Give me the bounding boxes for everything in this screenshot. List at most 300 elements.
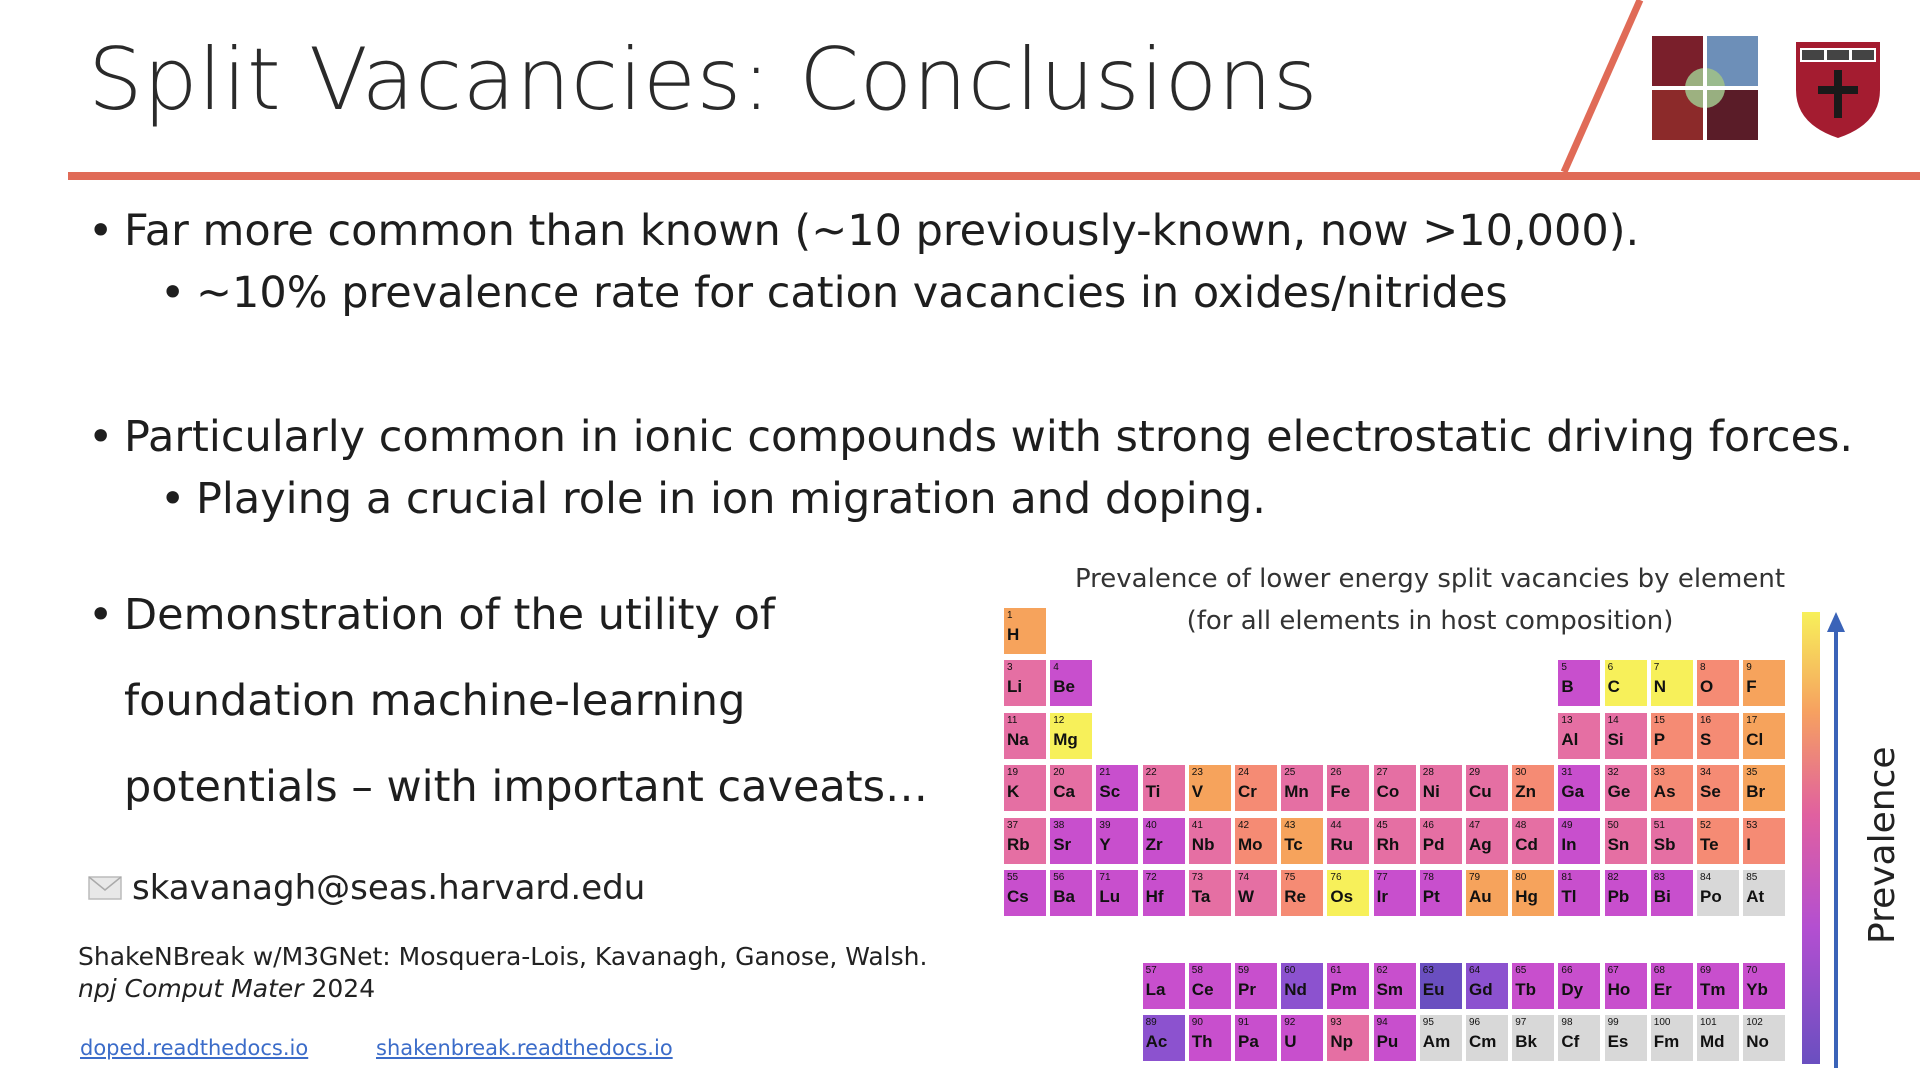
element-symbol: Cs [1007, 887, 1029, 906]
element-symbol: Zr [1145, 834, 1163, 854]
bullet-2-text: Particularly common in ionic compounds with strong electrostatic driving forces. [124, 412, 1854, 462]
element-number: 83 [1653, 872, 1665, 883]
element-number: 64 [1469, 964, 1481, 976]
element-number: 17 [1746, 714, 1758, 726]
element-number: 98 [1561, 1017, 1573, 1029]
element-cell-fe [1327, 765, 1369, 811]
element-cell-cd [1512, 818, 1554, 864]
element-number: 39 [1099, 819, 1111, 831]
element-symbol: Cm [1469, 1032, 1497, 1052]
element-cell-o [1697, 660, 1739, 706]
element-cell-tm [1697, 963, 1739, 1009]
bullet-3-line-2-row [124, 676, 745, 726]
element-symbol: Cd [1515, 834, 1538, 854]
element-number: 26 [1330, 767, 1342, 779]
element-number: 66 [1561, 964, 1573, 976]
element-number: 41 [1191, 819, 1203, 831]
chart-title-line-2: (for all elements in host composition) [1186, 606, 1674, 636]
seas-logo-icon [1652, 36, 1758, 140]
colorbar-label: Prevalence [1862, 746, 1903, 944]
element-number: 11 [1007, 714, 1018, 726]
element-cell-in [1558, 818, 1600, 864]
element-symbol: Yb [1746, 979, 1768, 999]
element-cell-b [1558, 660, 1600, 706]
element-number: 77 [1376, 872, 1388, 883]
element-number: 81 [1561, 872, 1573, 883]
element-cell-u [1281, 1015, 1323, 1061]
element-symbol: Gd [1469, 979, 1493, 999]
element-symbol: U [1284, 1032, 1297, 1052]
element-number: 71 [1099, 872, 1111, 883]
bullet-1-sub: • ~10% prevalence rate for cation vacancies in oxides/nitrides [160, 268, 1508, 318]
element-symbol: Al [1561, 729, 1579, 749]
element-symbol: Sn [1607, 834, 1630, 854]
element-number: 15 [1653, 714, 1665, 726]
element-symbol: Ir [1376, 887, 1388, 906]
element-number: 101 [1700, 1017, 1717, 1029]
element-number: 90 [1191, 1017, 1203, 1029]
element-number: 93 [1330, 1017, 1342, 1029]
element-symbol: O [1700, 677, 1714, 697]
element-cell-br [1743, 765, 1785, 811]
bullet-1-text: Far more common than known (~10 previously-known, now >10,000). [124, 206, 1640, 256]
element-symbol: Rh [1376, 834, 1400, 854]
element-number: 40 [1145, 819, 1157, 831]
element-cell-tb [1512, 963, 1554, 1009]
element-number: 91 [1238, 1017, 1250, 1029]
element-symbol: Ca [1053, 782, 1075, 802]
element-cell-h [1004, 608, 1046, 654]
element-cell-es [1605, 1015, 1647, 1061]
element-symbol: P [1653, 729, 1666, 749]
element-number: 52 [1700, 819, 1712, 831]
element-number: 92 [1284, 1017, 1296, 1029]
bullet-2: • Particularly common in ionic compounds with strong electrostatic driving forces. [88, 412, 1854, 462]
reference-year: 2024 [311, 974, 376, 1003]
element-cell-ga [1558, 765, 1600, 811]
element-cell-p [1651, 713, 1693, 759]
element-symbol: K [1007, 782, 1020, 802]
element-number: 69 [1700, 964, 1712, 976]
element-symbol: W [1238, 887, 1255, 906]
element-symbol: Cf [1561, 1032, 1580, 1052]
element-number: 100 [1653, 1017, 1671, 1029]
element-symbol: Nd [1284, 979, 1307, 999]
harvard-shield-icon [1794, 40, 1882, 140]
element-cell-dy [1558, 963, 1600, 1009]
element-number: 95 [1422, 1017, 1434, 1029]
element-symbol: Eu [1422, 979, 1445, 999]
element-symbol: Sb [1653, 834, 1676, 854]
element-cell-co [1374, 765, 1416, 811]
element-symbol: Cl [1746, 729, 1764, 749]
reference-journal: npj Comput Mater [78, 974, 304, 1003]
element-number: 16 [1700, 714, 1712, 726]
bullet-2-sub: • Playing a crucial role in ion migration and doping. [160, 474, 1266, 524]
element-number: 14 [1607, 714, 1619, 726]
element-number: 24 [1238, 767, 1250, 779]
colorbar [1802, 612, 1820, 1064]
bullet-3-line-1: Demonstration of the utility of [124, 590, 776, 640]
element-number: 47 [1469, 819, 1481, 831]
element-number: 12 [1053, 714, 1065, 726]
element-number: 44 [1330, 819, 1342, 831]
element-symbol: In [1561, 834, 1577, 854]
element-symbol: Os [1330, 887, 1354, 906]
element-cell-sm [1374, 963, 1416, 1009]
element-symbol: C [1607, 677, 1620, 697]
element-symbol: B [1561, 677, 1574, 697]
element-cell-na [1004, 713, 1046, 759]
bullet-2-sub-text: Playing a crucial role in ion migration and doping. [196, 474, 1266, 524]
element-cell-cl [1743, 713, 1785, 759]
element-number: 30 [1515, 767, 1527, 779]
element-symbol: Ge [1607, 782, 1631, 802]
element-cell-ta [1189, 870, 1231, 916]
element-cell-fm [1651, 1015, 1693, 1061]
periodic-table-heatmap [1004, 608, 1804, 1072]
element-symbol: Bi [1653, 887, 1671, 906]
element-symbol: H [1007, 625, 1020, 644]
slide-title: Split Vacancies: Conclusions [88, 30, 1319, 130]
element-number: 82 [1607, 872, 1619, 883]
element-number: 25 [1284, 767, 1296, 779]
element-number: 65 [1515, 964, 1527, 976]
element-symbol: Tb [1515, 979, 1536, 999]
element-cell-md [1697, 1015, 1739, 1061]
element-cell-re [1281, 870, 1323, 916]
element-number: 22 [1145, 767, 1157, 779]
element-symbol: Am [1422, 1032, 1451, 1052]
element-number: 63 [1422, 964, 1434, 976]
element-number: 34 [1700, 767, 1712, 779]
element-cell-nb [1189, 818, 1231, 864]
element-symbol: Mn [1284, 782, 1309, 802]
element-cell-ho [1605, 963, 1647, 1009]
element-symbol: Se [1700, 782, 1721, 802]
bullet-3-line-2: foundation machine-learning [124, 676, 746, 726]
element-symbol: Ni [1422, 782, 1440, 802]
element-cell-am [1420, 1015, 1462, 1061]
element-number: 27 [1376, 767, 1388, 779]
element-number: 4 [1053, 662, 1059, 674]
element-cell-sb [1651, 818, 1693, 864]
element-cell-sn [1605, 818, 1647, 864]
element-number: 60 [1284, 964, 1296, 976]
element-symbol: Li [1007, 677, 1023, 697]
element-cell-ni [1420, 765, 1462, 811]
element-cell-w [1235, 870, 1277, 916]
element-number: 53 [1746, 819, 1758, 831]
element-symbol: Cr [1238, 782, 1257, 802]
element-cell-v [1189, 765, 1231, 811]
element-number: 62 [1376, 964, 1388, 976]
element-number: 7 [1653, 662, 1660, 674]
element-cell-mg [1050, 713, 1092, 759]
shakenbreak-docs-link[interactable]: shakenbreak.readthedocs.io [376, 1036, 673, 1060]
element-cell-tc [1281, 818, 1323, 864]
element-symbol: As [1653, 782, 1676, 802]
element-number: 78 [1422, 872, 1434, 883]
element-symbol: Ac [1145, 1032, 1168, 1052]
element-symbol: Mg [1053, 729, 1078, 749]
element-number: 102 [1746, 1017, 1763, 1029]
element-cell-lu [1096, 870, 1138, 916]
element-number: 74 [1238, 872, 1250, 883]
element-symbol: Fe [1330, 782, 1351, 802]
element-number: 5 [1561, 662, 1567, 674]
element-symbol: Co [1376, 782, 1400, 802]
element-cell-rh [1374, 818, 1416, 864]
element-symbol: No [1746, 1032, 1769, 1052]
element-cell-ir [1374, 870, 1416, 916]
element-number: 55 [1007, 872, 1019, 883]
element-number: 35 [1746, 767, 1758, 779]
reference-authors: ShakeNBreak w/M3GNet: Mosquera-Lois, Kavanagh, Ganose, Walsh. [78, 942, 928, 971]
element-symbol: Es [1607, 1032, 1629, 1052]
element-number: 50 [1607, 819, 1619, 831]
element-symbol: Te [1700, 834, 1719, 854]
element-number: 79 [1469, 872, 1481, 883]
element-cell-at [1743, 870, 1785, 916]
element-cell-pm [1327, 963, 1369, 1009]
element-cell-ca [1050, 765, 1092, 811]
element-number: 94 [1376, 1017, 1388, 1029]
element-cell-pd [1420, 818, 1462, 864]
element-symbol: Pa [1238, 1032, 1259, 1052]
element-number: 80 [1515, 872, 1527, 883]
element-symbol: Rb [1007, 834, 1030, 854]
element-cell-cr [1235, 765, 1277, 811]
bullet-3: • Demonstration of the utility of [88, 590, 776, 640]
element-symbol: Fm [1653, 1032, 1680, 1052]
element-cell-bi [1651, 870, 1693, 916]
element-symbol: Mo [1238, 834, 1263, 854]
element-symbol: Ti [1145, 782, 1161, 802]
element-cell-mn [1281, 765, 1323, 811]
element-cell-li [1004, 660, 1046, 706]
element-cell-yb [1743, 963, 1785, 1009]
element-symbol: Zn [1515, 782, 1536, 802]
element-symbol: F [1746, 677, 1757, 697]
bullet-1: • Far more common than known (~10 previously-known, now >10,000). [88, 206, 1640, 256]
element-cell-be [1050, 660, 1092, 706]
element-symbol: Nb [1191, 834, 1215, 854]
element-number: 21 [1099, 767, 1111, 779]
element-number: 84 [1700, 872, 1712, 883]
element-symbol: V [1191, 782, 1204, 802]
element-cell-ac [1143, 1015, 1185, 1061]
element-cell-nd [1281, 963, 1323, 1009]
element-cell-no [1743, 1015, 1785, 1061]
element-cell-si [1605, 713, 1647, 759]
doped-docs-link[interactable]: doped.readthedocs.io [80, 1036, 309, 1060]
element-symbol: Bk [1515, 1032, 1537, 1052]
element-cell-ge [1605, 765, 1647, 811]
element-cell-hg [1512, 870, 1554, 916]
element-number: 38 [1053, 819, 1065, 831]
element-number: 45 [1376, 819, 1388, 831]
element-cell-pr [1235, 963, 1277, 1009]
element-cell-i [1743, 818, 1785, 864]
element-cell-gd [1466, 963, 1508, 1009]
bullet-1-sub-text: ~10% prevalence rate for cation vacancies in oxides/nitrides [196, 268, 1508, 318]
element-number: 20 [1053, 767, 1065, 779]
element-number: 19 [1007, 767, 1019, 779]
element-number: 33 [1653, 767, 1665, 779]
element-symbol: Ag [1469, 834, 1492, 854]
element-symbol: Re [1284, 887, 1306, 906]
element-symbol: Sm [1376, 979, 1404, 999]
element-symbol: Th [1191, 1032, 1213, 1052]
element-symbol: Dy [1561, 979, 1584, 999]
element-number: 76 [1330, 872, 1342, 883]
element-cell-as [1651, 765, 1693, 811]
contact-email[interactable]: skavanagh@seas.harvard.edu [132, 868, 646, 908]
element-symbol: Y [1099, 834, 1111, 854]
element-cell-pt [1420, 870, 1462, 916]
element-number: 6 [1607, 662, 1614, 674]
element-cell-mo [1235, 818, 1277, 864]
element-number: 9 [1746, 662, 1752, 674]
element-symbol: Br [1746, 782, 1766, 802]
element-symbol: I [1746, 834, 1751, 854]
element-number: 89 [1145, 1017, 1157, 1029]
element-number: 46 [1422, 819, 1434, 831]
element-number: 1 [1007, 610, 1013, 621]
element-cell-y [1096, 818, 1138, 864]
envelope-icon [88, 876, 122, 900]
element-cell-cs [1004, 870, 1046, 916]
element-symbol: Hg [1515, 887, 1538, 906]
reference-journal-line [78, 974, 375, 1003]
element-number: 58 [1191, 964, 1203, 976]
element-number: 8 [1700, 662, 1706, 674]
element-symbol: Au [1469, 887, 1492, 906]
element-cell-sr [1050, 818, 1092, 864]
element-cell-cf [1558, 1015, 1600, 1061]
element-cell-ru [1327, 818, 1369, 864]
element-symbol: Md [1700, 1032, 1725, 1052]
element-number: 61 [1330, 964, 1342, 976]
element-number: 96 [1469, 1017, 1481, 1029]
element-symbol: Pm [1330, 979, 1357, 999]
element-symbol: Cu [1469, 782, 1492, 802]
element-number: 28 [1422, 767, 1434, 779]
element-number: 68 [1653, 964, 1665, 976]
element-cell-ce [1189, 963, 1231, 1009]
element-number: 3 [1007, 662, 1013, 674]
bullet-3-line-3-row [124, 762, 928, 812]
element-cell-se [1697, 765, 1739, 811]
element-symbol: Ba [1053, 887, 1075, 906]
element-cell-ag [1466, 818, 1508, 864]
element-number: 51 [1653, 819, 1665, 831]
element-symbol: Hf [1145, 887, 1164, 906]
element-cell-zr [1143, 818, 1185, 864]
element-cell-k [1004, 765, 1046, 811]
element-cell-er [1651, 963, 1693, 1009]
element-number: 37 [1007, 819, 1019, 831]
element-symbol: Pr [1238, 979, 1256, 999]
element-cell-bk [1512, 1015, 1554, 1061]
element-number: 49 [1561, 819, 1573, 831]
element-cell-eu [1420, 963, 1462, 1009]
element-cell-po [1697, 870, 1739, 916]
element-symbol: La [1145, 979, 1166, 999]
element-number: 43 [1284, 819, 1296, 831]
element-symbol: Pt [1422, 887, 1440, 906]
element-symbol: Be [1053, 677, 1075, 697]
element-number: 67 [1607, 964, 1619, 976]
element-cell-th [1189, 1015, 1231, 1061]
element-symbol: Tl [1561, 887, 1577, 906]
element-number: 48 [1515, 819, 1527, 831]
element-cell-al [1558, 713, 1600, 759]
element-number: 56 [1053, 872, 1065, 883]
element-cell-pu [1374, 1015, 1416, 1061]
element-symbol: Na [1007, 729, 1029, 749]
element-cell-zn [1512, 765, 1554, 811]
element-symbol: Sc [1099, 782, 1121, 802]
element-number: 85 [1746, 872, 1758, 883]
element-cell-s [1697, 713, 1739, 759]
element-symbol: Er [1653, 979, 1672, 999]
element-symbol: Lu [1099, 887, 1121, 906]
element-symbol: Np [1330, 1032, 1354, 1052]
element-number: 13 [1561, 714, 1573, 726]
element-cell-te [1697, 818, 1739, 864]
element-symbol: Si [1607, 729, 1624, 749]
element-cell-n [1651, 660, 1693, 706]
element-symbol: Ho [1607, 979, 1631, 999]
prevalence-arrow-icon [1826, 612, 1846, 1070]
element-cell-tl [1558, 870, 1600, 916]
title-underline [68, 172, 1920, 180]
element-cell-c [1605, 660, 1647, 706]
decorative-diagonal-line [1556, 0, 1646, 176]
element-symbol: Pd [1422, 834, 1445, 854]
element-cell-rb [1004, 818, 1046, 864]
element-cell-cm [1466, 1015, 1508, 1061]
element-symbol: Sr [1053, 834, 1072, 854]
element-symbol: Pb [1607, 887, 1630, 906]
element-number: 75 [1284, 872, 1296, 883]
chart-title-line-1: Prevalence of lower energy split vacancies by element [1074, 564, 1786, 594]
element-symbol: Ga [1561, 782, 1585, 802]
element-cell-la [1143, 963, 1185, 1009]
element-symbol: Ce [1191, 979, 1214, 999]
element-cell-sc [1096, 765, 1138, 811]
element-number: 42 [1238, 819, 1250, 831]
element-symbol: Pu [1376, 1032, 1399, 1052]
element-symbol: Po [1700, 887, 1722, 906]
element-symbol: Tm [1700, 979, 1726, 999]
element-cell-pb [1605, 870, 1647, 916]
element-number: 59 [1238, 964, 1250, 976]
element-symbol: N [1653, 677, 1667, 697]
element-number: 99 [1607, 1017, 1619, 1029]
element-symbol: Tc [1284, 834, 1303, 854]
element-cell-hf [1143, 870, 1185, 916]
element-number: 31 [1561, 767, 1573, 779]
element-cell-pa [1235, 1015, 1277, 1061]
element-cell-ba [1050, 870, 1092, 916]
element-cell-os [1327, 870, 1369, 916]
element-number: 32 [1607, 767, 1619, 779]
element-number: 97 [1515, 1017, 1527, 1029]
element-number: 23 [1191, 767, 1203, 779]
